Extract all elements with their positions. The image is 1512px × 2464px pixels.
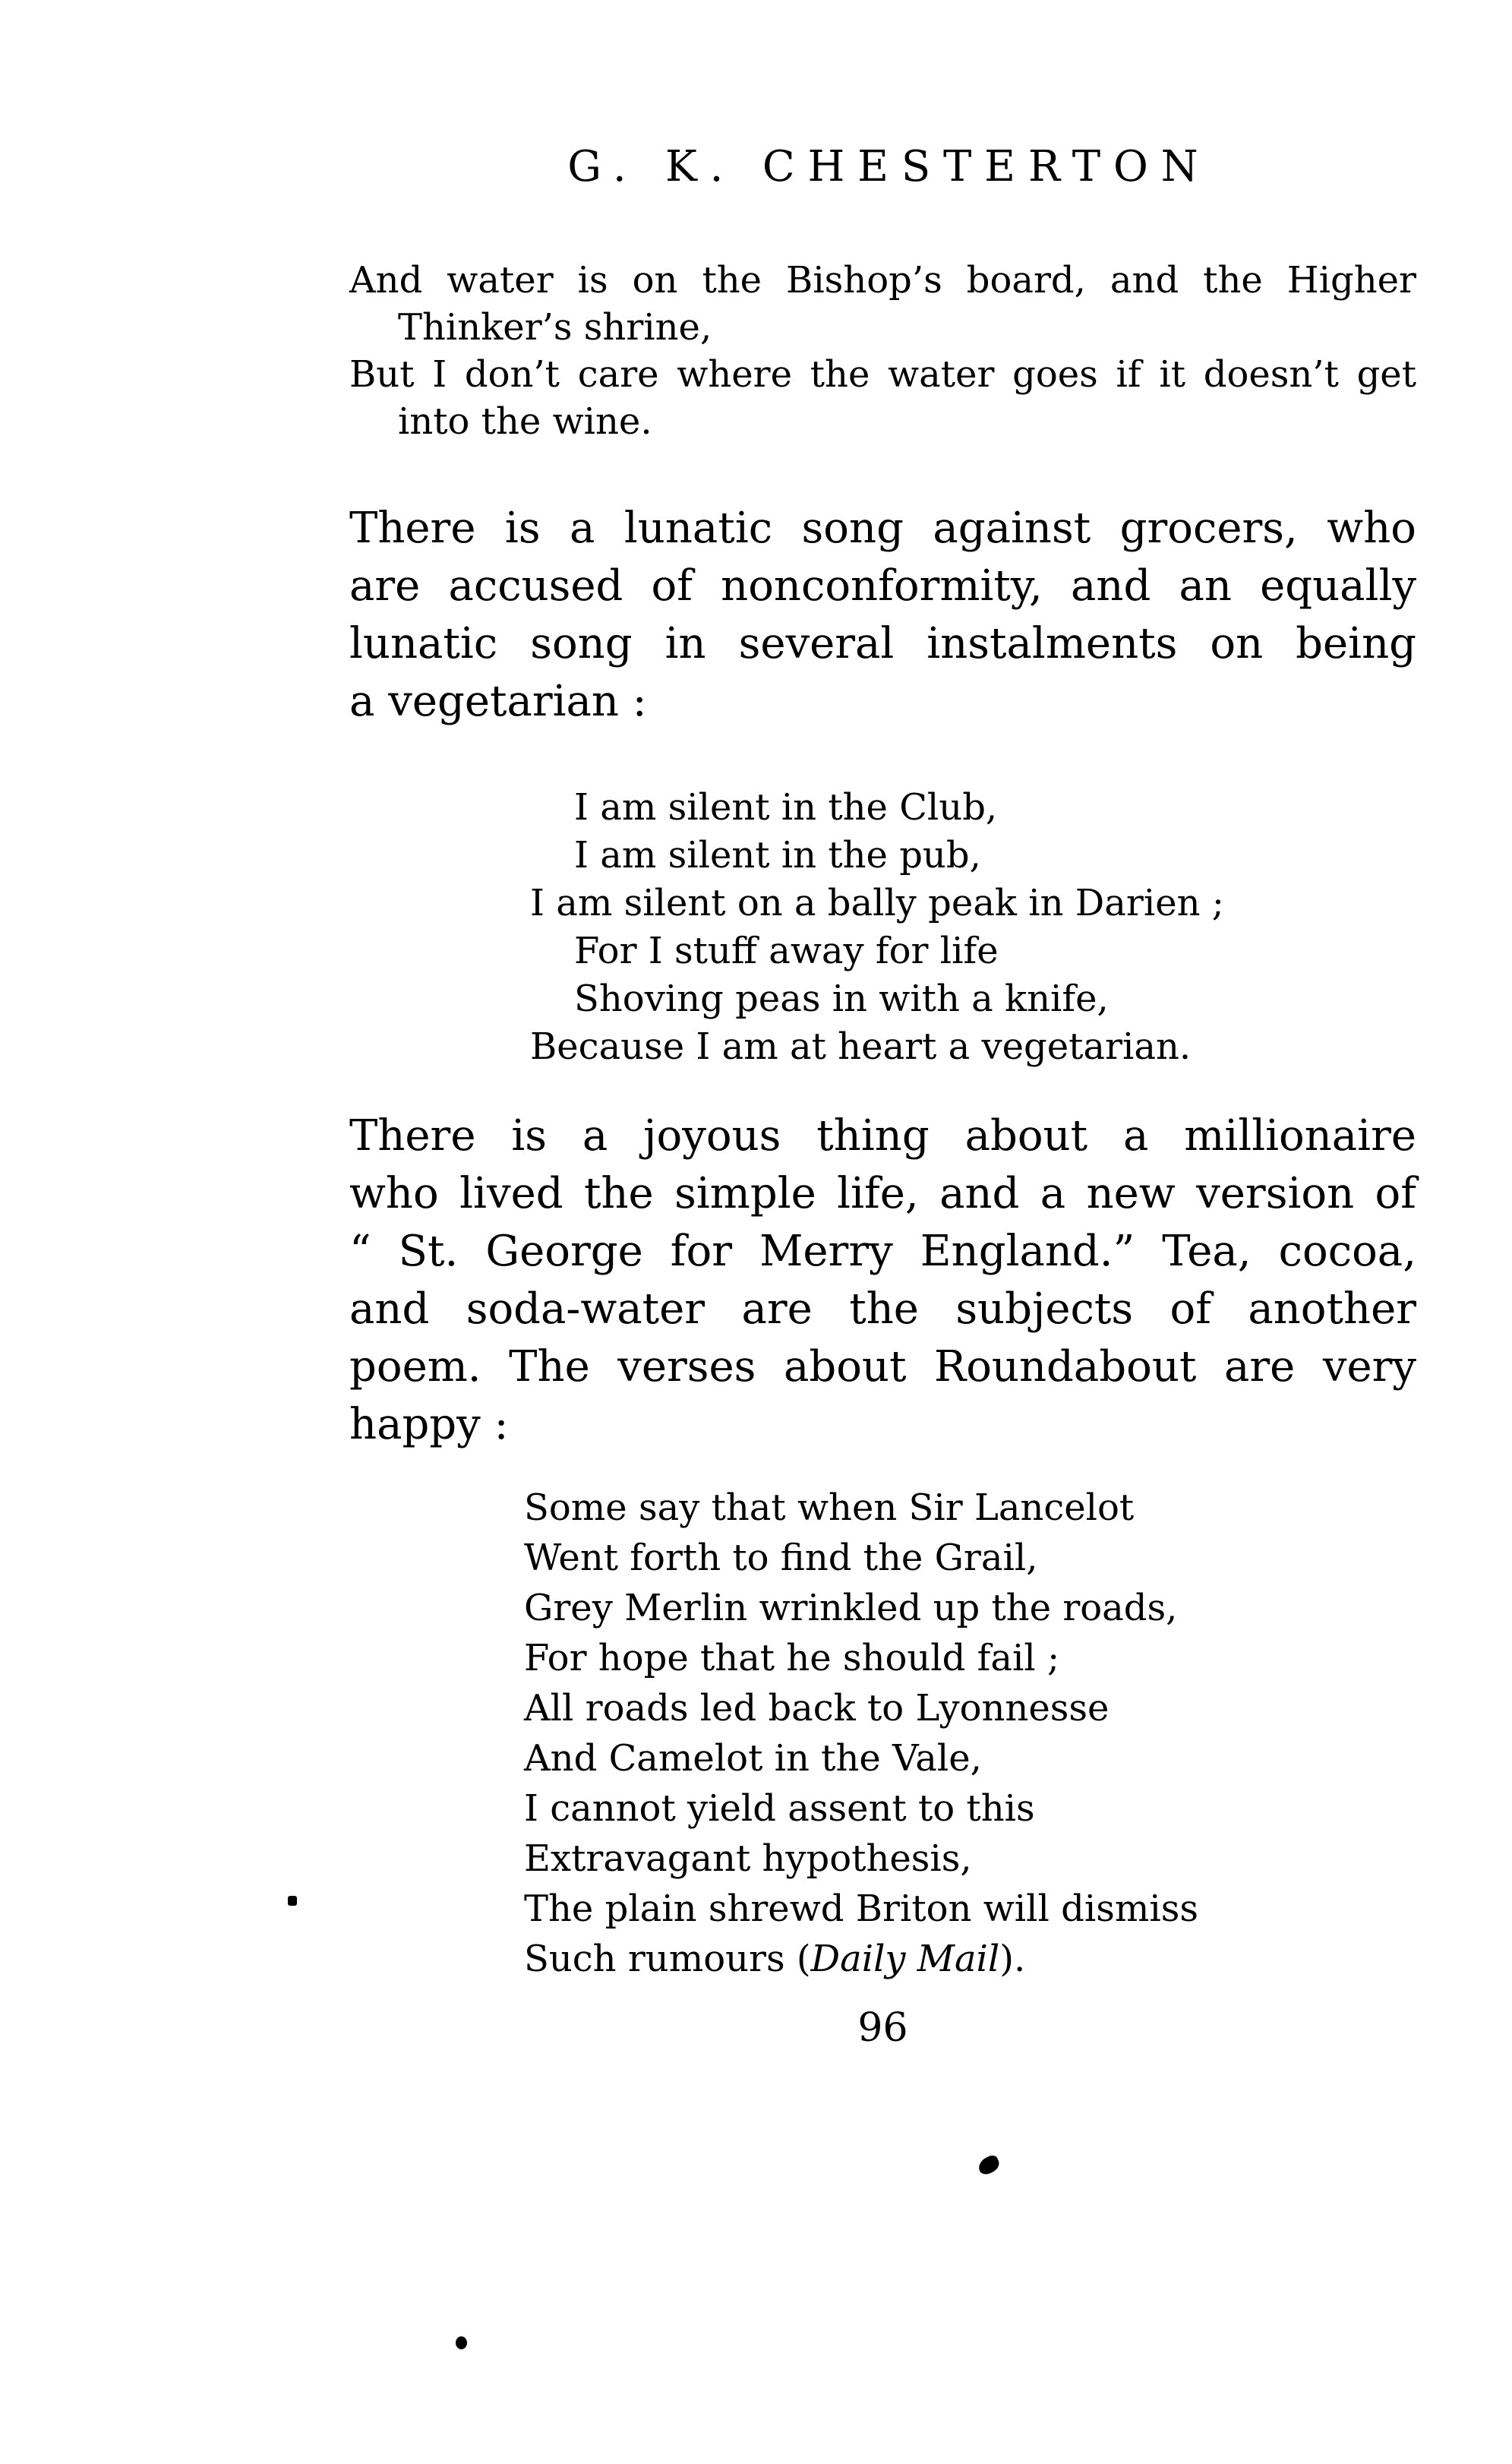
ink-speck (288, 1896, 297, 1906)
paragraph-line: are accused of nonconformity, and an equally (349, 561, 1416, 611)
paragraph-line: happy : (349, 1400, 509, 1449)
poem-line: I am silent on a bally peak in Darien ; (530, 882, 1224, 924)
ink-speck (456, 2336, 467, 2349)
poem-line: All roads led back to Lyonnesse (524, 1687, 1110, 1730)
paragraph-line: lunatic song in several instalments on being (349, 619, 1416, 668)
paragraph-line: There is a lunatic song against grocers, who (349, 504, 1416, 553)
paragraph-line: and soda-water are the subjects of another (349, 1284, 1416, 1334)
poem-line: Because I am at heart a vegetarian. (530, 1025, 1192, 1068)
poem-line: For I stuff away for life (574, 930, 999, 972)
poem-line: The plain shrewd Briton will dismiss (524, 1887, 1198, 1930)
epigraph-line: Thinker’s shrine, (398, 306, 712, 349)
poem-line: And Camelot in the Vale, (524, 1737, 982, 1780)
paragraph-millionaire (349, 1107, 1416, 1454)
poem-line: I am silent in the Club, (574, 786, 998, 829)
paragraph-line: a vegetarian : (349, 677, 647, 726)
paragraph-grocers (349, 500, 1416, 731)
poem-line-final-closing: ). (999, 1938, 1026, 1980)
poem-line: Extravagant hypothesis, (524, 1837, 972, 1880)
paragraph-line: “ St. George for Merry England.” Tea, cocoa, (349, 1227, 1416, 1276)
poem-line: Shoving peas in with a knife, (574, 978, 1109, 1020)
poem-line: Grey Merlin wrinkled up the roads, (524, 1587, 1178, 1629)
ink-speck (976, 2153, 1002, 2177)
page-number: 96 (857, 2005, 908, 2051)
epigraph-line: into the wine. (398, 400, 652, 443)
epigraph-verse (349, 257, 1416, 445)
paragraph-line: who lived the simple life, and a new version of (349, 1169, 1416, 1218)
poem-citation-daily-mail: Daily Mail (810, 1938, 1000, 1980)
poem-roundabout-lines (349, 1483, 1416, 1934)
epigraph-line: But I don’t care where the water goes if it doesn’t get (349, 353, 1416, 396)
poem-line-final-text: Such rumours ( (524, 1938, 811, 1980)
running-head-title: G. K. CHESTERTON (567, 142, 1211, 191)
poem-line: I cannot yield assent to this (524, 1787, 1035, 1830)
poem-line: I am silent in the pub, (574, 834, 981, 877)
poem-line: Went forth to find the Grail, (524, 1537, 1038, 1579)
poem-line-final (349, 1934, 1416, 1984)
poem-roundabout (349, 1483, 1416, 1984)
text-column (349, 0, 1416, 2049)
epigraph-line: And water is on the Bishop’s board, and the Higher (349, 259, 1416, 302)
poem-line: Some say that when Sir Lancelot (524, 1486, 1135, 1529)
poem-line: For hope that he should fail ; (524, 1637, 1060, 1679)
paragraph-line: There is a joyous thing about a millionaire (349, 1111, 1416, 1161)
poem-vegetarian (349, 784, 1416, 1071)
paragraph-line: poem. The verses about Roundabout are very (349, 1342, 1416, 1392)
